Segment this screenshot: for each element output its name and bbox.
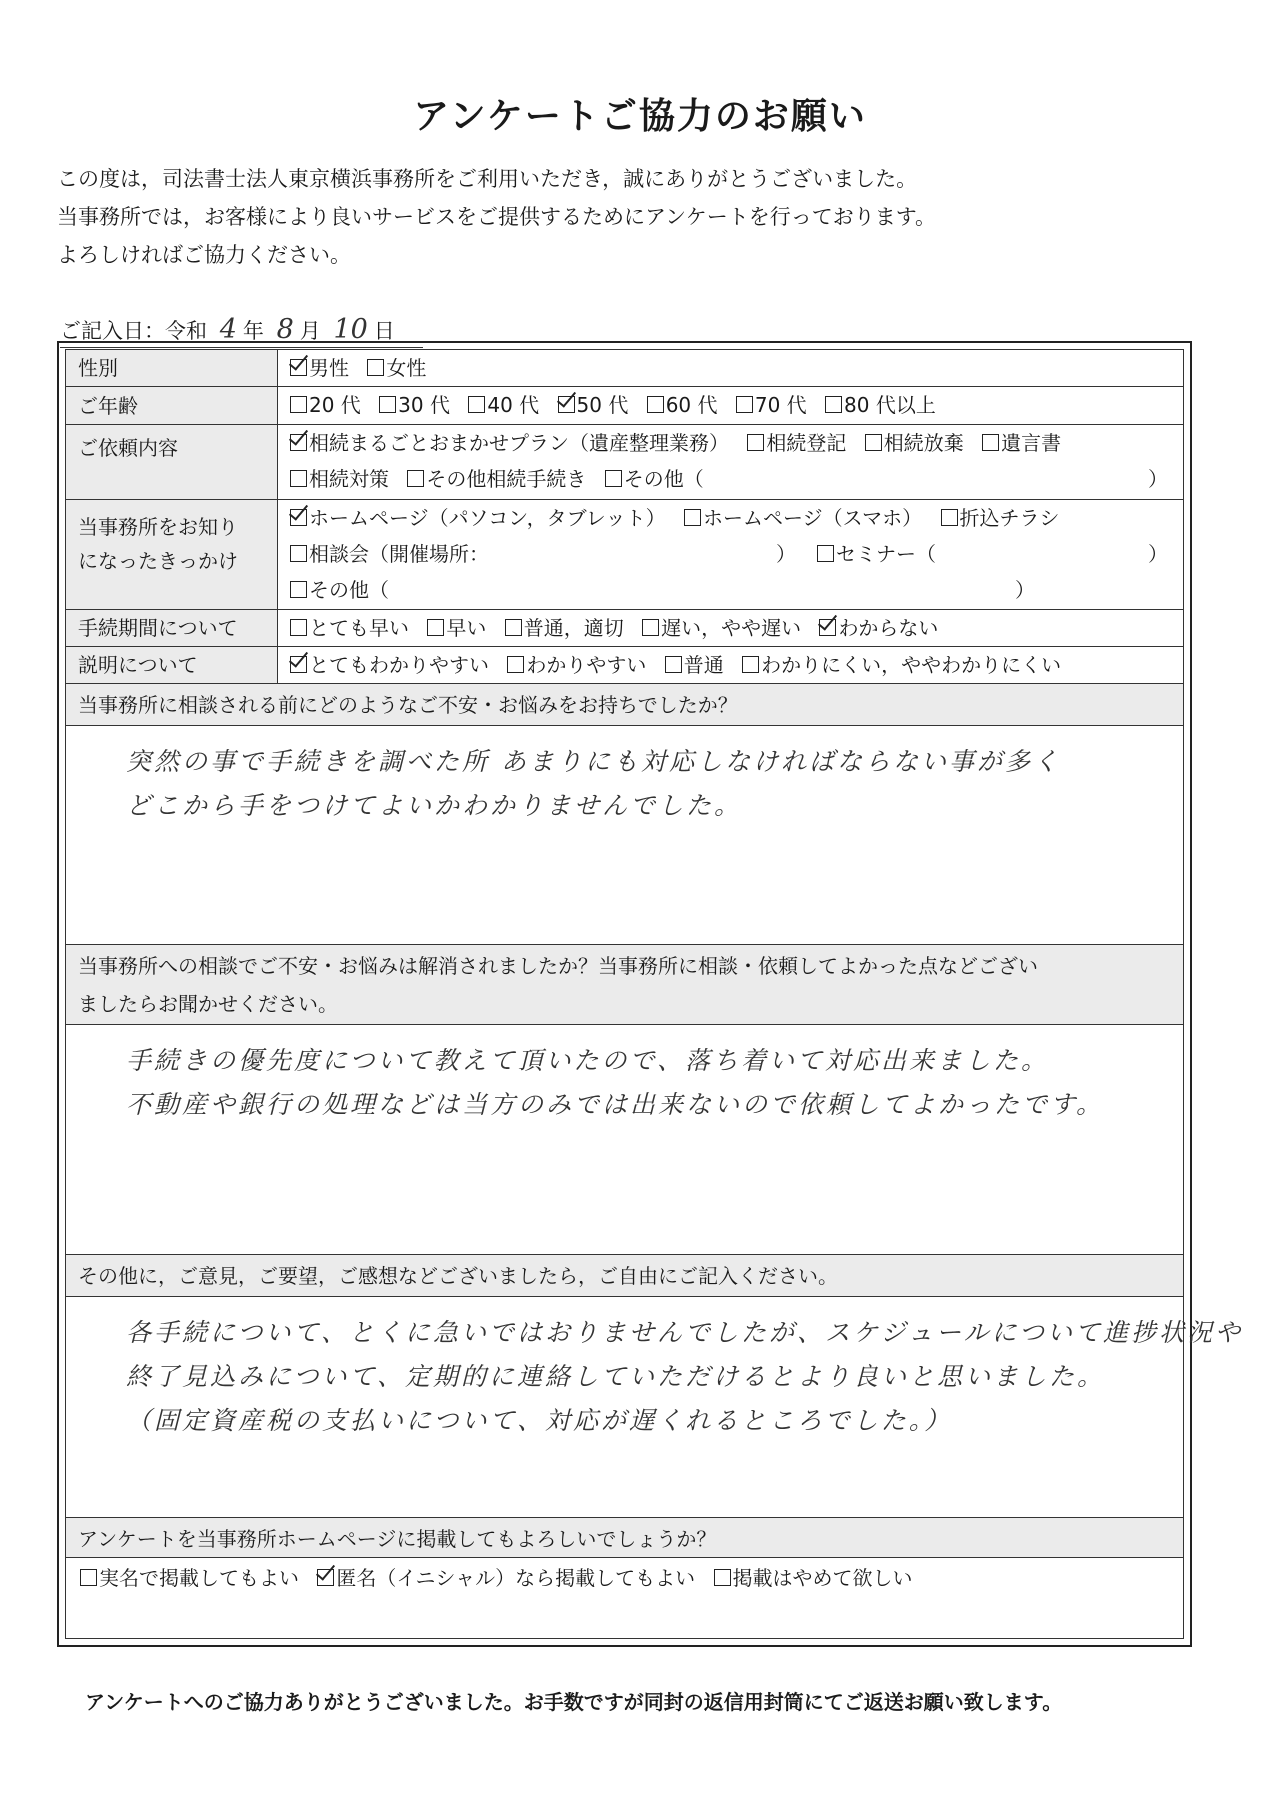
option-age-40[interactable] xyxy=(468,387,539,423)
period-row xyxy=(66,610,1183,647)
option-label: 相続対策 xyxy=(309,467,389,491)
intro-line: よろしければご協力ください。 xyxy=(57,243,351,267)
month-unit: 月 xyxy=(299,319,321,343)
checkbox[interactable] xyxy=(290,396,307,413)
checkbox-checked[interactable] xyxy=(558,396,575,413)
intro-text xyxy=(57,160,936,274)
checkbox[interactable] xyxy=(982,434,999,451)
option-label: 普通 xyxy=(683,653,724,677)
option-clear[interactable] xyxy=(507,647,646,683)
date-day[interactable]: 10 xyxy=(333,314,368,345)
option-consultation[interactable] xyxy=(290,536,489,572)
publish-question: アンケートを当事務所ホームページに掲載してもよろしいでしょうか？ xyxy=(66,1518,1183,1558)
option-label: わかりやすい xyxy=(526,653,647,677)
close-paren: ） xyxy=(1148,542,1168,566)
request-options xyxy=(278,425,1183,499)
option-label: 女性 xyxy=(386,356,427,380)
option-label: 掲載はやめて欲しい xyxy=(732,1566,913,1590)
option-renunciation[interactable] xyxy=(865,425,964,461)
checkbox[interactable] xyxy=(665,656,682,673)
day-unit: 日 xyxy=(373,319,395,343)
option-label: ホームページ（スマホ） xyxy=(702,506,923,530)
intro-line: 当事務所では，お客様により良いサービスをご提供するためにアンケートを行っております。 xyxy=(57,205,937,229)
option-age-60[interactable] xyxy=(647,387,718,423)
option-anonymous[interactable] xyxy=(317,1560,695,1596)
option-label: 20 代 xyxy=(309,393,361,417)
period-options xyxy=(278,610,1183,646)
option-label: 早い xyxy=(446,616,487,640)
checkbox[interactable] xyxy=(407,470,424,487)
question-line: 当事務所への相談でご不安・お悩みは解消されましたか？当事務所に相談・依頼してよかった点などござい xyxy=(78,954,1038,978)
gender-row xyxy=(66,350,1183,387)
option-label: その他（ xyxy=(309,578,389,602)
option-label: 相続放棄 xyxy=(883,431,964,455)
answer-line: 不動産や銀行の処理などは当方のみでは出来ないので依頼してよかったです。 xyxy=(126,1090,1105,1119)
checkbox[interactable] xyxy=(290,581,307,598)
checkbox[interactable] xyxy=(817,545,834,562)
checkbox[interactable] xyxy=(290,619,307,636)
gender-options xyxy=(278,350,1183,386)
checkbox-checked[interactable] xyxy=(290,434,307,451)
option-label: 匿名（イニシャル）なら掲載してもよい xyxy=(336,1566,696,1590)
checkbox-checked[interactable] xyxy=(290,509,307,526)
option-label: 遺言書 xyxy=(1001,431,1062,455)
checkbox[interactable] xyxy=(605,470,622,487)
age-options xyxy=(278,387,1183,424)
intro-line: この度は，司法書士法人東京横浜事務所をご利用いただき，誠にありがとうございました。 xyxy=(57,167,918,191)
option-label: 40 代 xyxy=(487,393,540,417)
option-seminar[interactable] xyxy=(817,536,936,572)
option-label: 実名で掲載してもよい xyxy=(99,1566,299,1590)
option-label: とても早い xyxy=(309,616,409,640)
option-label: 相続まるごとおまかせプラン（遺産整理業務） xyxy=(309,431,729,455)
survey-form xyxy=(65,349,1244,1639)
option-unknown[interactable] xyxy=(819,610,938,646)
source-label-line: 当事務所をお知り xyxy=(78,515,238,539)
option-label: 普通，適切 xyxy=(523,616,624,640)
close-paren: ） xyxy=(776,542,796,566)
checkbox[interactable] xyxy=(507,656,524,673)
age-label: ご年齢 xyxy=(66,387,278,424)
checkbox[interactable] xyxy=(647,396,664,413)
question-line: ましたらお聞かせください。 xyxy=(78,992,338,1016)
year-unit: 年 xyxy=(242,319,264,343)
date-label: ご記入日：令和 xyxy=(60,319,207,343)
option-label: 50 代 xyxy=(576,393,629,417)
request-row xyxy=(66,425,1183,500)
checkbox-checked[interactable] xyxy=(290,656,307,673)
source-row xyxy=(66,500,1183,610)
checkbox[interactable] xyxy=(825,396,842,413)
source-label-line: になったきっかけ xyxy=(78,549,238,573)
option-real-name[interactable] xyxy=(80,1560,299,1596)
option-female[interactable] xyxy=(367,350,426,386)
publish-options xyxy=(66,1560,1211,1596)
option-label: その他相続手続き xyxy=(426,467,587,491)
checkbox[interactable] xyxy=(427,619,444,636)
option-label: ホームページ（パソコン，タブレット） xyxy=(309,506,666,530)
option-label: セミナー（ xyxy=(836,542,936,566)
checkbox[interactable] xyxy=(642,619,659,636)
checkbox[interactable] xyxy=(379,396,396,413)
option-age-70[interactable] xyxy=(736,387,807,423)
answer-line: 突然の事で手続きを調べた所 あまりにも対応しなければならない事が多く xyxy=(126,747,1061,776)
option-label: 折込チラシ xyxy=(959,506,1060,530)
source-options xyxy=(278,500,1183,609)
explanation-label: 説明について xyxy=(66,647,278,683)
page-title: アンケートご協力のお願い xyxy=(413,96,867,137)
option-label: 70 代 xyxy=(754,393,807,417)
checkbox[interactable] xyxy=(747,434,764,451)
gender-label: 性別 xyxy=(66,350,278,386)
option-label: わからない xyxy=(838,616,939,640)
option-very-fast[interactable] xyxy=(290,610,409,646)
checkbox[interactable] xyxy=(742,656,759,673)
footer-thanks: アンケートへのご協力ありがとうございました。お手数ですが同封の返信用封筒にてご返送お願い致します。 xyxy=(85,1690,1063,1714)
answer-line: どこから手をつけてよいかわかりませんでした。 xyxy=(126,791,743,820)
checkbox[interactable] xyxy=(505,619,522,636)
source-label xyxy=(66,500,278,609)
option-very-clear[interactable] xyxy=(290,647,489,683)
option-age-50[interactable] xyxy=(558,387,629,423)
option-flyer[interactable] xyxy=(941,500,1060,536)
period-label: 手続期間について xyxy=(66,610,278,646)
option-unclear[interactable] xyxy=(742,647,1061,683)
answer-line: 手続きの優先度について教えて頂いたので、落ち着いて対応出来ました。 xyxy=(126,1046,1050,1075)
option-no-publish[interactable] xyxy=(714,1560,913,1596)
checkbox[interactable] xyxy=(290,545,307,562)
option-other-procedures[interactable] xyxy=(407,461,586,497)
option-other[interactable] xyxy=(605,461,704,497)
checkbox[interactable] xyxy=(714,1569,731,1586)
checkbox[interactable] xyxy=(684,509,701,526)
option-label: 60 代 xyxy=(665,393,718,417)
option-label: 相談会（開催場所： xyxy=(309,542,489,566)
q1-answer[interactable] xyxy=(66,726,1183,945)
checkbox[interactable] xyxy=(941,509,958,526)
option-age-30[interactable] xyxy=(379,387,450,423)
option-age-80plus[interactable] xyxy=(825,387,936,423)
option-homepage-pc[interactable] xyxy=(290,500,666,536)
option-label: 相続登記 xyxy=(766,431,847,455)
option-fast[interactable] xyxy=(427,610,486,646)
option-full-plan[interactable] xyxy=(290,425,729,461)
option-male[interactable] xyxy=(290,350,349,386)
answer-line: （固定資産税の支払いについて、対応が遅くれるところでした。） xyxy=(126,1406,953,1435)
age-row xyxy=(66,387,1183,425)
date-year[interactable]: 4 xyxy=(219,314,237,345)
option-will[interactable] xyxy=(982,425,1061,461)
option-label: 30 代 xyxy=(398,393,450,417)
option-slow[interactable] xyxy=(642,610,801,646)
option-label: 80 代以上 xyxy=(844,393,936,417)
explanation-options xyxy=(278,647,1183,683)
option-label: とてもわかりやすい xyxy=(309,653,489,677)
q3-question: その他に，ご意見，ご要望，ご感想などございましたら，ご自由にご記入ください。 xyxy=(66,1255,1183,1297)
close-paren: ） xyxy=(1148,467,1168,491)
close-paren: ） xyxy=(1015,578,1035,602)
answer-line: 各手続について、とくに急いではおりませんでしたが、スケジュールについて進捗状況や xyxy=(126,1318,1244,1347)
q2-answer[interactable] xyxy=(66,1025,1183,1255)
checkbox[interactable] xyxy=(80,1569,97,1586)
q2-question xyxy=(66,945,1183,1025)
option-normal[interactable] xyxy=(505,610,624,646)
checkbox[interactable] xyxy=(736,396,753,413)
checkbox[interactable] xyxy=(468,396,485,413)
checkbox[interactable] xyxy=(367,359,384,376)
option-average[interactable] xyxy=(665,647,724,683)
checkbox-checked[interactable] xyxy=(317,1569,334,1586)
option-label: 男性 xyxy=(309,356,349,380)
q3-answer[interactable] xyxy=(66,1297,1244,1518)
checkbox[interactable] xyxy=(865,434,882,451)
option-planning[interactable] xyxy=(290,461,389,497)
option-label: その他（ xyxy=(623,467,704,491)
checkbox-checked[interactable] xyxy=(819,619,836,636)
explanation-row xyxy=(66,647,1183,684)
checkbox[interactable] xyxy=(290,470,307,487)
option-label: わかりにくい，ややわかりにくい xyxy=(761,653,1062,677)
q1-question: 当事務所に相談される前にどのようなご不安・お悩みをお持ちでしたか？ xyxy=(66,684,1183,726)
checkbox-checked[interactable] xyxy=(290,359,307,376)
option-source-other[interactable] xyxy=(290,572,389,608)
option-homepage-mobile[interactable] xyxy=(684,500,922,536)
answer-line: 終了見込みについて、定期的に連絡していただけるとより良いと思いました。 xyxy=(126,1362,1106,1391)
request-label: ご依頼内容 xyxy=(66,425,278,499)
option-label: 遅い，やや遅い xyxy=(661,616,802,640)
option-age-20[interactable] xyxy=(290,387,361,423)
option-registration[interactable] xyxy=(747,425,846,461)
date-month[interactable]: 8 xyxy=(276,314,294,345)
